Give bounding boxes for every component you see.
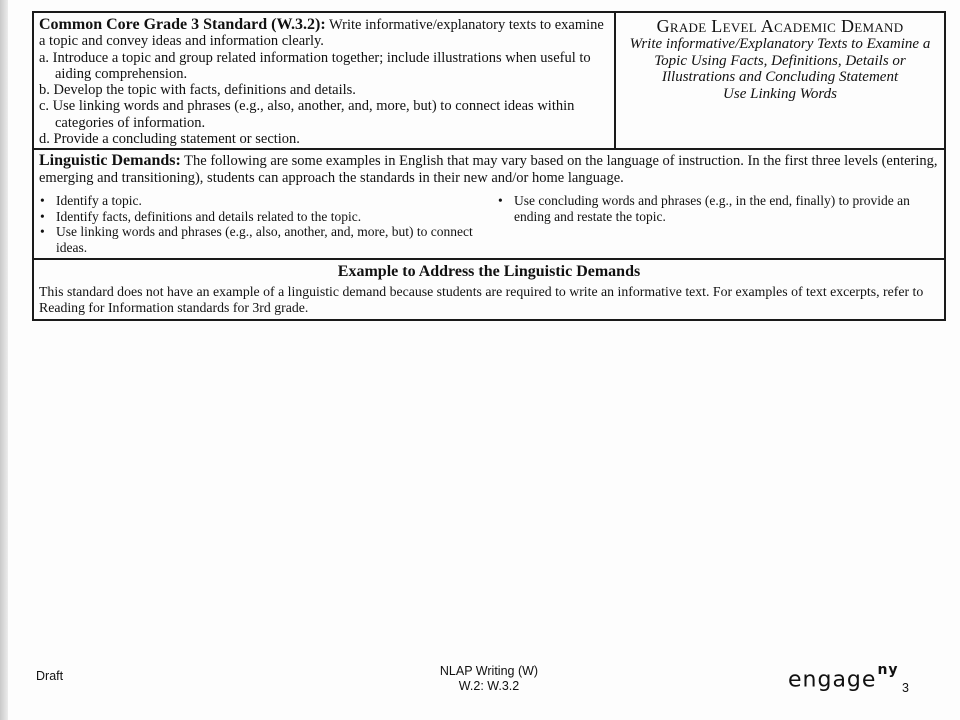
standard-heading (39, 17, 609, 50)
academic-demand-line: Use Linking Words (723, 85, 837, 102)
linguistic-list-right (497, 193, 939, 255)
linguistic-demands-columns (39, 193, 939, 255)
linguistic-demands-heading (39, 152, 939, 187)
example-row (34, 260, 944, 319)
standard-row (34, 13, 944, 150)
example-body: This standard does not have an example of a linguistic demand because students are required to write an informative text. For examples of text excerpts, refer to Reading for Information standards for 3rd grade. (39, 284, 924, 315)
linguistic-list-left (39, 193, 497, 255)
footer-center (404, 664, 574, 694)
example-title: Example to Address the Linguistic Demands (337, 263, 641, 280)
linguistic-demands-row (34, 150, 944, 260)
logo-sup-text: ny (877, 662, 899, 678)
page-number: 3 (902, 681, 909, 695)
footer-center-line2: W.2: W.3.2 (458, 679, 520, 693)
list-item: • Use concluding words and phrases (e.g., in the end, finally) to provide an ending and restate the topic. (497, 193, 939, 224)
list-item: • Identify a topic. (39, 193, 497, 209)
logo-main-text: engage (788, 667, 877, 693)
standard-intro: Write informative/explanatory texts to examine a topic and convey ideas and information clearly. (39, 17, 604, 50)
list-item: • Identify facts, definitions and details related to the topic. (39, 209, 497, 225)
standard-title: Common Core Grade 3 Standard (W.3.2): (39, 16, 326, 33)
standard-item-b: b. Develop the topic with facts, definitions and details. (39, 82, 356, 99)
list-item: • Use linking words and phrases (e.g., also, another, and, more, but) to connect ideas. (39, 224, 497, 255)
footer-draft-label: Draft (36, 669, 64, 683)
standard-list (39, 50, 609, 148)
standard-item-d: d. Provide a concluding statement or section. (39, 131, 300, 148)
standard-item-c: c. Use linking words and phrases (e.g., also, another, and, more, but) to connect ideas within categories of information. (39, 98, 575, 131)
engageny-logo (788, 662, 899, 693)
page-edge-shadow (0, 0, 8, 720)
linguistic-demands-intro: The following are some examples in English that may vary based on the language of instruction. In the first three levels (entering, emerging and transitioning), students can approach the standards in their new and/or home language. (39, 153, 938, 186)
academic-demand-cell (616, 13, 944, 148)
academic-demand-title: Grade Level Academic Demand (656, 16, 904, 36)
standard-table (32, 11, 946, 321)
standard-item-a: a. Introduce a topic and group related information together; include illustrations when useful to aiding comprehension. (39, 49, 591, 82)
academic-demand-line: Write informative/Explanatory Texts to Examine a Topic Using Facts, Definitions, Details or Illustrations and Concluding Statement (629, 36, 931, 85)
linguistic-demands-title: Linguistic Demands: (39, 152, 181, 169)
academic-demand-desc (620, 36, 940, 102)
footer-center-line1: NLAP Writing (W) (439, 664, 539, 678)
standard-cell (34, 13, 616, 148)
